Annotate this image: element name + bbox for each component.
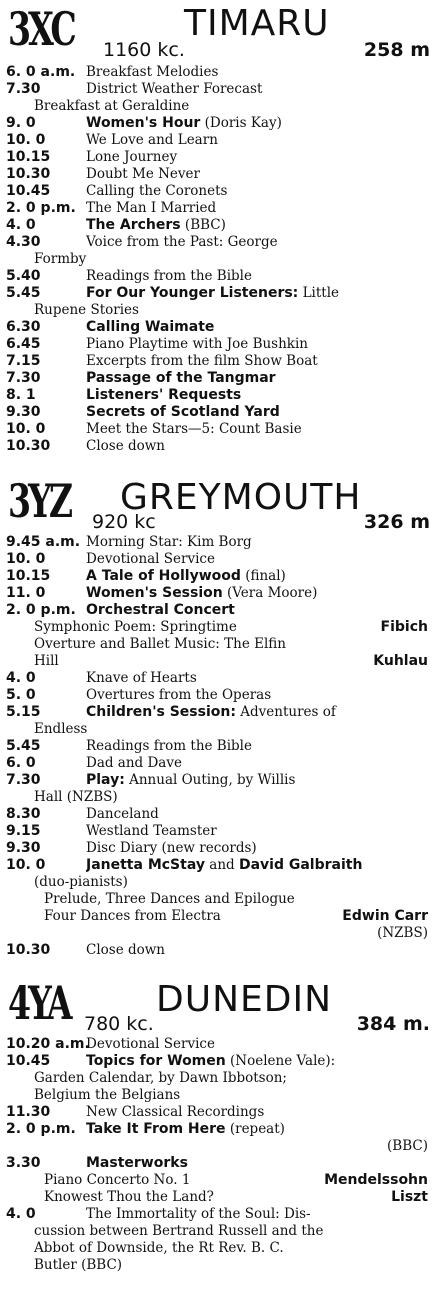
program-time: 7.30 [6, 81, 41, 97]
program-text [86, 755, 430, 772]
station-header [0, 976, 434, 1036]
program-detail: Readings from the Bible [86, 268, 252, 284]
program-row [0, 755, 434, 772]
program-title: For Our Younger Listeners: [86, 285, 299, 301]
program-detail: Westland Teamster [86, 823, 217, 839]
program-title: Topics for Women [86, 1053, 226, 1069]
program-row [0, 1138, 434, 1155]
program-title: Calling Waimate [86, 319, 215, 335]
program-time: 7.30 [6, 370, 41, 386]
program-detail: (Vera Moore) [227, 585, 318, 601]
program-row [0, 823, 434, 840]
program-text [86, 823, 430, 840]
program-text [86, 81, 430, 98]
program-continuation: Formby [34, 251, 87, 267]
program-text [86, 404, 430, 421]
program-time: 9.45 a.m. [6, 534, 81, 550]
program-detail: Voice from the Past: George [86, 234, 278, 250]
program-continuation: cussion between Bertrand Russell and the [34, 1223, 324, 1239]
composer-name: Liszt [387, 1189, 428, 1206]
program-detail: District Weather Forecast [86, 81, 263, 97]
program-row [0, 302, 434, 319]
program-time: 10.45 [6, 1053, 51, 1069]
program-continuation: Abbot of Downside, the Rt Rev. B. C. [34, 1240, 284, 1256]
program-text [86, 268, 430, 285]
program-time: 10.30 [6, 438, 51, 454]
program-row [0, 115, 434, 132]
program-detail: The Man I Married [86, 200, 217, 216]
program-text [86, 217, 430, 234]
program-row [0, 1189, 434, 1206]
program-text [86, 772, 430, 789]
program-time: 10.20 a.m. [6, 1036, 90, 1052]
program-text [86, 166, 430, 183]
program-row [0, 534, 434, 551]
program-time: 9. 0 [6, 115, 36, 131]
program-row [0, 585, 434, 602]
program-detail: Overtures from the Operas [86, 687, 272, 703]
program-time: 9.30 [6, 840, 41, 856]
station-frequency: 920 kc [92, 511, 156, 533]
program-row [0, 234, 434, 251]
program-title: Children's Session: [86, 704, 236, 720]
program-detail: Adventures of [240, 704, 336, 720]
station-timaru [0, 2, 434, 455]
program-row [0, 1036, 434, 1053]
program-row [0, 925, 434, 942]
program-time: 6. 0 [6, 755, 36, 771]
program-row [0, 874, 434, 891]
program-row [0, 200, 434, 217]
program-title: Play: [86, 772, 125, 788]
program-continuation: Endless [34, 721, 88, 737]
program-title: Passage of the Tangmar [86, 370, 276, 386]
program-time: 9.30 [6, 404, 41, 420]
program-time: 10. 0 [6, 857, 46, 873]
program-time: 11.30 [6, 1104, 51, 1120]
program-item: Prelude, Three Dances and Epilogue [44, 891, 295, 907]
program-time: 9.15 [6, 823, 41, 839]
program-title: Janetta McStay [86, 857, 205, 873]
program-text [86, 568, 430, 585]
program-time: 8. 1 [6, 387, 36, 403]
station-city: TIMARU [184, 3, 330, 44]
program-row [0, 64, 434, 81]
program-row [0, 670, 434, 687]
program-continuation: Overture and Ballet Music: The Elfin [34, 636, 286, 652]
program-title: The Archers [86, 217, 181, 233]
program-row [0, 1240, 434, 1257]
program-text [86, 942, 430, 959]
program-row [0, 721, 434, 738]
program-time: 7.30 [6, 772, 41, 788]
program-time: 5.45 [6, 738, 41, 754]
program-detail: Excerpts from the film Show Boat [86, 353, 318, 369]
program-row [0, 619, 434, 636]
program-time: 4.30 [6, 234, 41, 250]
program-detail: Dad and Dave [86, 755, 182, 771]
program-text [86, 670, 430, 687]
program-time: 10.45 [6, 183, 51, 199]
program-title: Women's Hour [86, 115, 201, 131]
program-detail: (repeat) [229, 1121, 285, 1137]
program-credit: (NZBS) [373, 925, 428, 942]
program-row [0, 687, 434, 704]
program-detail: Close down [86, 438, 166, 454]
program-detail: The Immortality of the Soul: Dis- [86, 1206, 311, 1222]
program-row [0, 908, 434, 925]
program-time: 10.30 [6, 942, 51, 958]
program-continuation: (duo-pianists) [34, 874, 128, 890]
program-row [0, 772, 434, 789]
program-continuation: Symphonic Poem: Springtime [34, 619, 237, 635]
program-text [86, 1121, 430, 1138]
program-item: Four Dances from Electra [44, 908, 221, 924]
program-text [86, 200, 430, 217]
call-sign: 3YZ [8, 474, 71, 528]
program-title: Listeners' Requests [86, 387, 242, 403]
composer-name: Fibich [377, 619, 428, 636]
program-row [0, 704, 434, 721]
program-time: 6.45 [6, 336, 41, 352]
program-text [86, 534, 430, 551]
program-time: 2. 0 p.m. [6, 1121, 76, 1137]
program-row [0, 217, 434, 234]
program-detail: Morning Star: Kim Borg [86, 534, 252, 550]
program-detail: (final) [245, 568, 286, 584]
program-detail: Breakfast Melodies [86, 64, 219, 80]
station-wavelength: 326 m [363, 511, 430, 533]
program-row [0, 602, 434, 619]
call-sign: 4YA [8, 976, 70, 1030]
program-row [0, 1223, 434, 1240]
program-row [0, 551, 434, 568]
program-text [86, 1104, 430, 1121]
station-frequency: 780 kc. [84, 1013, 154, 1035]
program-text [86, 1053, 430, 1070]
program-detail: (Doris Kay) [204, 115, 282, 131]
program-detail: Annual Outing, by Willis [129, 772, 296, 788]
program-text [86, 687, 430, 704]
program-time: 10. 0 [6, 421, 46, 437]
program-time: 4. 0 [6, 1206, 36, 1222]
program-row [0, 1257, 434, 1274]
program-continuation: Hall (NZBS) [34, 789, 118, 805]
program-time: 10.15 [6, 149, 51, 165]
program-text [86, 336, 430, 353]
program-time: 10. 0 [6, 132, 46, 148]
program-row [0, 857, 434, 874]
program-detail: Doubt Me Never [86, 166, 200, 182]
program-time: 11. 0 [6, 585, 46, 601]
program-row [0, 438, 434, 455]
program-time: 4. 0 [6, 217, 36, 233]
program-text [86, 353, 430, 370]
program-detail: (BBC) [184, 217, 226, 233]
program-row [0, 1070, 434, 1087]
program-detail: New Classical Recordings [86, 1104, 265, 1120]
program-row [0, 285, 434, 302]
program-time: 5.40 [6, 268, 41, 284]
program-continuation: Garden Calendar, by Dawn Ibbotson; [34, 1070, 287, 1086]
program-continuation: Butler (BBC) [34, 1257, 123, 1273]
program-title: Masterworks [86, 1155, 188, 1171]
program-row [0, 132, 434, 149]
program-row [0, 891, 434, 908]
program-title: David Galbraith [238, 857, 363, 873]
program-row [0, 840, 434, 857]
program-time: 3.30 [6, 1155, 41, 1171]
program-row [0, 1172, 434, 1189]
station-city: GREYMOUTH [120, 477, 362, 518]
program-text [86, 149, 430, 166]
program-text [86, 806, 430, 823]
program-text [86, 421, 430, 438]
program-row [0, 149, 434, 166]
program-row [0, 738, 434, 755]
station-wavelength: 258 m [363, 39, 430, 61]
program-text [86, 738, 430, 755]
program-text [86, 551, 430, 568]
program-text [86, 1206, 430, 1223]
program-row [0, 1053, 434, 1070]
program-row [0, 404, 434, 421]
program-detail: (Noelene Vale): [230, 1053, 336, 1069]
program-text [86, 370, 430, 387]
program-continuation: Rupene Stories [34, 302, 139, 318]
program-text [86, 115, 430, 132]
program-row [0, 387, 434, 404]
program-detail: Piano Playtime with Joe Bushkin [86, 336, 308, 352]
program-continuation: Belgium the Belgians [34, 1087, 181, 1103]
program-time: 2. 0 p.m. [6, 200, 76, 216]
program-item: Knowest Thou the Land? [44, 1189, 214, 1205]
program-text [86, 602, 430, 619]
program-time: 6.30 [6, 319, 41, 335]
program-text [86, 1036, 430, 1053]
program-row [0, 336, 434, 353]
program-text [86, 585, 430, 602]
program-detail: Meet the Stars—5: Count Basie [86, 421, 302, 437]
program-detail: Disc Diary (new records) [86, 840, 257, 856]
station-greymouth [0, 474, 434, 959]
station-header [0, 474, 434, 534]
program-text [86, 704, 430, 721]
program-row [0, 789, 434, 806]
program-detail: Knave of Hearts [86, 670, 197, 686]
program-time: 5. 0 [6, 687, 36, 703]
program-text [86, 387, 430, 404]
program-row [0, 942, 434, 959]
program-detail: Lone Journey [86, 149, 178, 165]
program-list [0, 64, 434, 455]
program-text [86, 857, 430, 874]
program-text [86, 183, 430, 200]
program-continuation: Hill [34, 653, 59, 669]
program-text [86, 1155, 430, 1172]
program-row [0, 353, 434, 370]
program-time: 10. 0 [6, 551, 46, 567]
program-detail: Little [302, 285, 340, 301]
program-time: 2. 0 p.m. [6, 602, 76, 618]
program-detail: Close down [86, 942, 166, 958]
program-title: Orchestral Concert [86, 602, 235, 618]
program-row [0, 319, 434, 336]
program-time: 10.15 [6, 568, 51, 584]
station-header [0, 2, 434, 64]
program-row [0, 1206, 434, 1223]
program-row [0, 636, 434, 653]
call-sign: 3XC [8, 2, 74, 56]
program-title: Secrets of Scotland Yard [86, 404, 280, 420]
composer-name: Kuhlau [369, 653, 428, 670]
program-time: 4. 0 [6, 670, 36, 686]
program-row [0, 183, 434, 200]
program-text [86, 319, 430, 336]
program-text [86, 132, 430, 149]
program-title: Take It From Here [86, 1121, 226, 1137]
composer-name: Mendelssohn [320, 1172, 428, 1189]
program-continuation: Breakfast at Geraldine [34, 98, 190, 114]
program-detail: Calling the Coronets [86, 183, 228, 199]
program-time: 8.30 [6, 806, 41, 822]
program-row [0, 81, 434, 98]
program-row [0, 370, 434, 387]
program-time: 5.45 [6, 285, 41, 301]
program-detail: and [209, 857, 235, 873]
program-row [0, 166, 434, 183]
station-frequency: 1160 kc. [103, 39, 185, 61]
program-list [0, 534, 434, 959]
program-time: 6. 0 a.m. [6, 64, 76, 80]
station-dunedin [0, 976, 434, 1274]
program-detail: Devotional Service [86, 1036, 215, 1052]
program-text [86, 438, 430, 455]
program-detail: Devotional Service [86, 551, 215, 567]
program-row [0, 1104, 434, 1121]
program-time: 5.15 [6, 704, 41, 720]
program-row [0, 1155, 434, 1172]
program-row [0, 268, 434, 285]
program-row [0, 1121, 434, 1138]
program-detail: Danceland [86, 806, 159, 822]
program-row [0, 251, 434, 268]
program-title: A Tale of Hollywood [86, 568, 241, 584]
program-row [0, 568, 434, 585]
program-item: Piano Concerto No. 1 [44, 1172, 191, 1188]
program-text [86, 234, 430, 251]
program-row [0, 653, 434, 670]
program-credit: (BBC) [383, 1138, 428, 1155]
program-time: 7.15 [6, 353, 41, 369]
program-detail: We Love and Learn [86, 132, 218, 148]
program-row [0, 421, 434, 438]
program-detail: Readings from the Bible [86, 738, 252, 754]
program-title: Women's Session [86, 585, 223, 601]
program-row [0, 1087, 434, 1104]
station-city: DUNEDIN [156, 979, 333, 1020]
program-row [0, 806, 434, 823]
program-text [86, 840, 430, 857]
program-time: 10.30 [6, 166, 51, 182]
program-row [0, 98, 434, 115]
composer-name: Edwin Carr [338, 908, 428, 925]
station-wavelength: 384 m. [356, 1013, 430, 1035]
program-list [0, 1036, 434, 1274]
program-text [86, 64, 430, 81]
program-text [86, 285, 430, 302]
